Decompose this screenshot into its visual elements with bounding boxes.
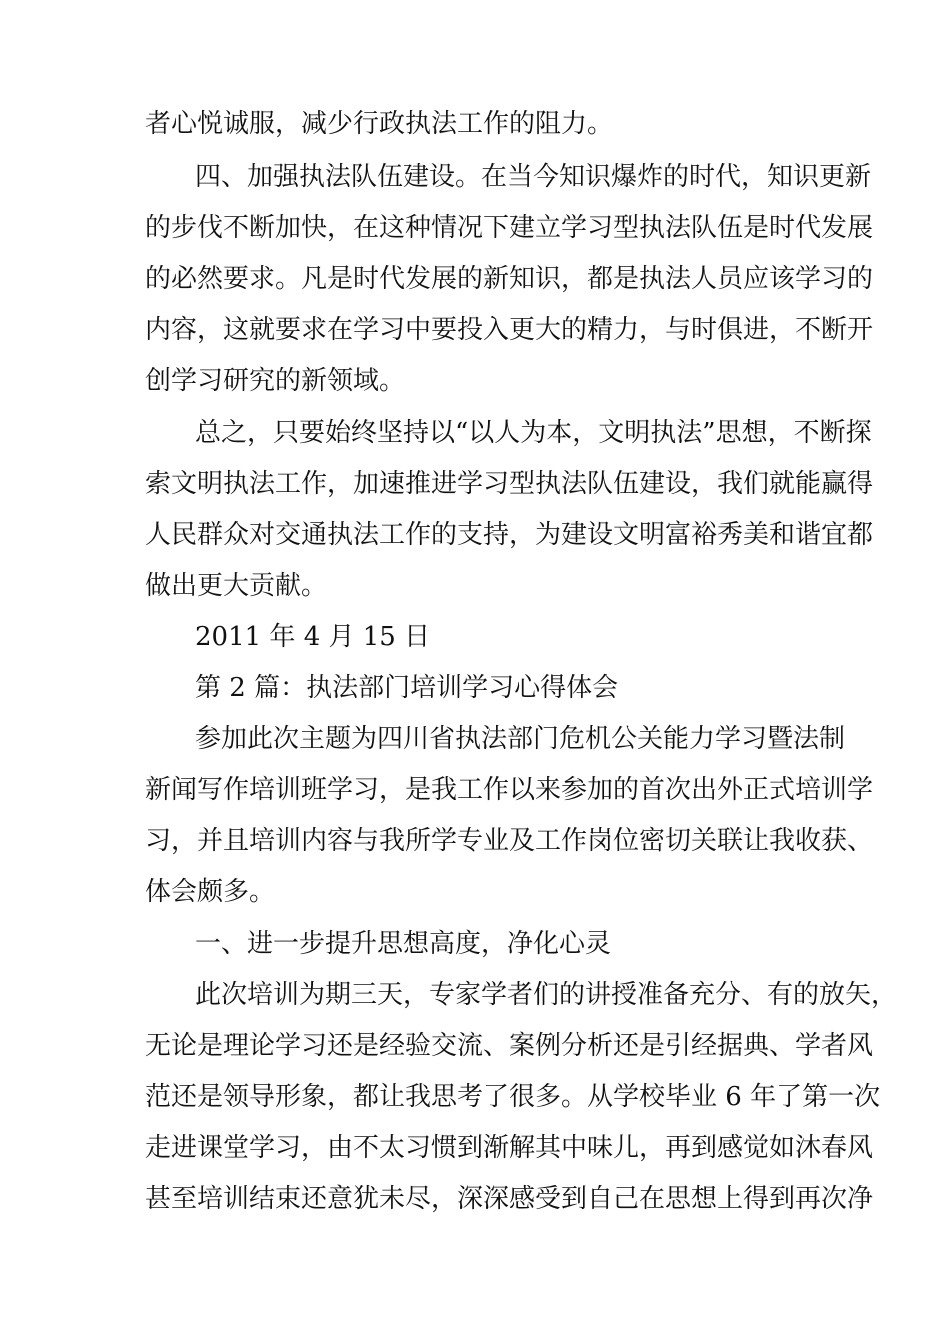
paragraph-line: 无论是理论学习还是经验交流、案例分析还是引经据典、学者风 [145, 1031, 874, 1061]
paragraph-line: 内容，这就要求在学习中要投入更大的精力，与时俱进，不断开 [145, 315, 874, 345]
paragraph-line: 索文明执法工作，加速推进学习型执法队伍建设，我们就能赢得 [145, 469, 874, 499]
paragraph-line: 的步伐不断加快，在这种情况下建立学习型执法队伍是时代发展 [145, 213, 874, 243]
paragraph-line: 总之，只要始终坚持以“以人为本，文明执法”思想，不断探 [195, 418, 872, 448]
paragraph-line: 范还是领导形象，都让我思考了很多。从学校毕业 6 年了第一次 [145, 1082, 881, 1112]
paragraph-line: 参加此次主题为四川省执法部门危机公关能力学习暨法制 [195, 724, 846, 754]
subsection-heading: 一、进一步提升思想高度，净化心灵 [195, 929, 612, 959]
paragraph-line: 创学习研究的新领域。 [145, 366, 406, 396]
paragraph-line: 四、加强执法队伍建设。在当今知识爆炸的时代，知识更新 [195, 162, 872, 192]
paragraph-line: 体会颇多。 [145, 877, 276, 907]
section-heading: 第 2 篇：执法部门培训学习心得体会 [195, 673, 619, 703]
paragraph-line: 此次培训为期三天，专家学者们的讲授准备充分、有的放矢， [195, 980, 898, 1010]
paragraph-line: 习，并且培训内容与我所学专业及工作岗位密切关联让我收获、 [145, 826, 874, 856]
paragraph-line: 人民群众对交通执法工作的支持，为建设文明富裕秀美和谐宜都 [145, 520, 874, 550]
paragraph-line: 甚至培训结束还意犹未尽，深深感受到自己在思想上得到再次净 [145, 1184, 874, 1214]
paragraph-line: 者心悦诚服，减少行政执法工作的阻力。 [145, 109, 614, 139]
paragraph-line: 走进课堂学习，由不太习惯到渐解其中味儿，再到感觉如沐春风 [145, 1133, 874, 1163]
paragraph-line: 新闻写作培训班学习，是我工作以来参加的首次出外正式培训学 [145, 775, 874, 805]
document-date: 2011 年 4 月 15 日 [195, 622, 431, 652]
paragraph-line: 做出更大贡献。 [145, 571, 328, 601]
paragraph-line: 的必然要求。凡是时代发展的新知识，都是执法人员应该学习的 [145, 264, 874, 294]
